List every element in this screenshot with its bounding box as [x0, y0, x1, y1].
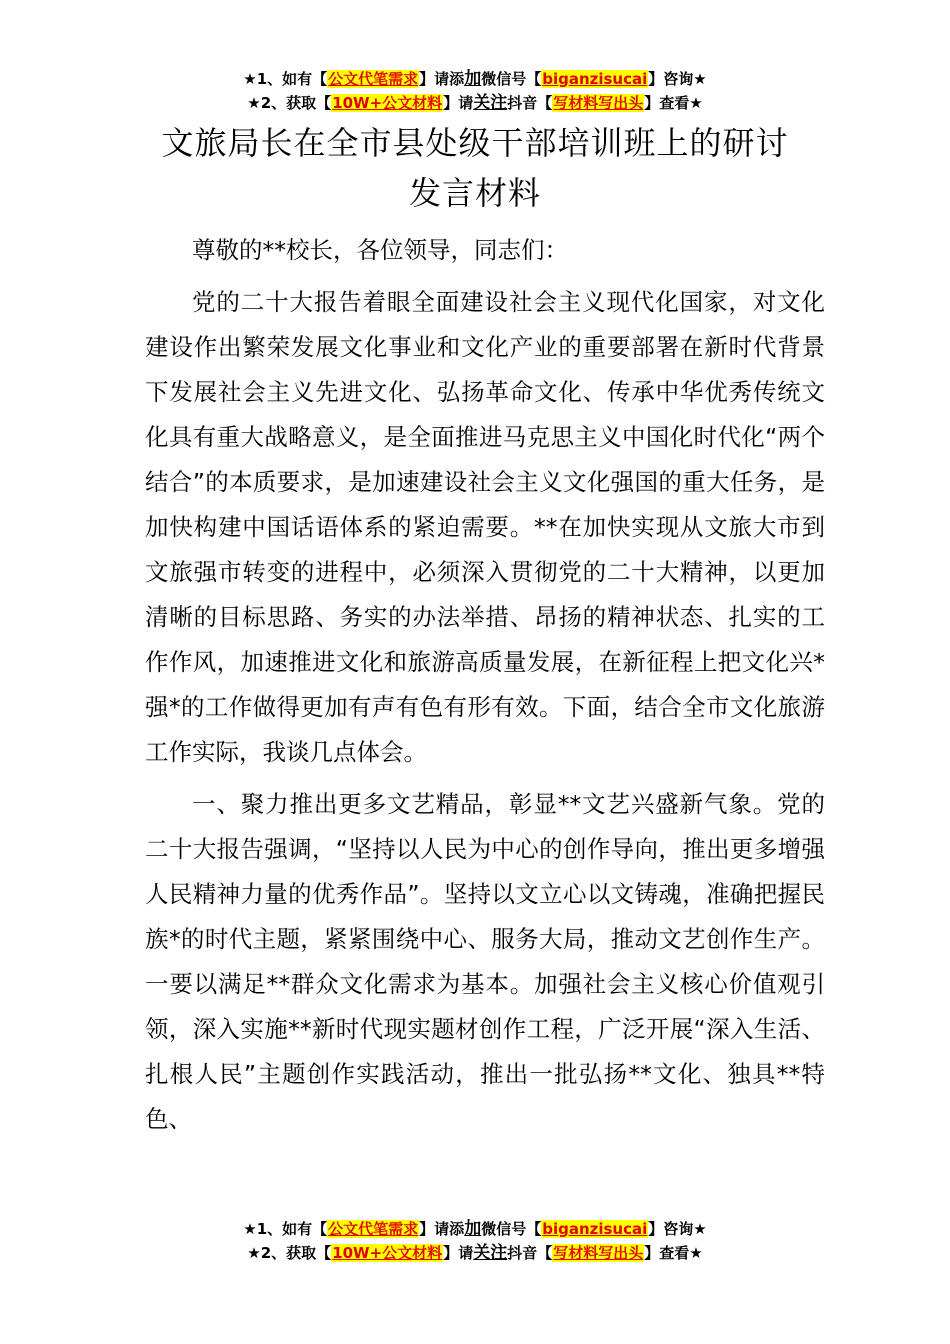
promo-banner-bottom	[0, 1217, 950, 1265]
paragraph-2: 一、聚力推出更多文艺精品，彰显**文艺兴盛新气象。党的二十大报告强调，“坚持以人民为中心的创作导向，推出更多增强人民精神力量的优秀作品”。坚持以文立心以文铸魂，准确把握民族*的时代主题，紧紧围绕中心、服务大局，推动文艺创作生产。一要以满足**群众文化需求为基本。加强社会主义核心价值观引领，深入实施**新时代现实题材创作工程，广泛开展“深入生活、扎根人民”主题创作实践活动，推出一批弘扬**文化、独具**特色、	[145, 790, 825, 1133]
promo-text: 】查看★	[644, 94, 703, 112]
promo-highlight: 公文代笔需求	[328, 70, 419, 88]
promo-banner-top	[0, 67, 950, 115]
promo-text: 微信号【	[481, 1220, 542, 1238]
document-title	[0, 118, 950, 218]
promo-text: 抖音【	[507, 94, 553, 112]
promo-text: ★2、获取【	[247, 1244, 332, 1262]
promo-text: 】请	[443, 94, 474, 112]
promo-line-1	[0, 1217, 950, 1241]
promo-line-2	[0, 1241, 950, 1265]
promo-highlight: 写材料写出头	[553, 94, 644, 112]
promo-highlight: 写材料写出头	[553, 1244, 644, 1262]
promo-text: 】查看★	[644, 1244, 703, 1262]
promo-text: 微信号【	[481, 70, 542, 88]
promo-text: ★1、如有【	[243, 1220, 328, 1238]
promo-highlight: biganzisucai	[542, 70, 648, 88]
promo-highlight: biganzisucai	[542, 1220, 648, 1238]
promo-emphasis: 加	[464, 69, 482, 89]
promo-emphasis: 加	[464, 1219, 482, 1239]
promo-highlight: 公文代笔需求	[328, 1220, 419, 1238]
title-line-2: 发言材料	[408, 174, 541, 212]
promo-text: 】请	[443, 1244, 474, 1262]
title-line-1: 文旅局长在全市县处级干部培训班上的研讨	[161, 124, 789, 162]
promo-highlight: 10W+公文材料	[332, 1244, 443, 1262]
promo-text: 】咨询★	[648, 1220, 707, 1238]
promo-highlight: 10W+公文材料	[332, 94, 443, 112]
paragraph-1: 党的二十大报告着眼全面建设社会主义现代化国家，对文化建设作出繁荣发展文化事业和文化产业的重要部署在新时代背景下发展社会主义先进文化、弘扬革命文化、传承中华优秀传统文化具有重大战略意义，是全面推进马克思主义中国化时代化“两个结合”的本质要求，是加速建设社会主义文化强国的重大任务，是加快构建中国话语体系的紧迫需要。**在加快实现从文旅大市到文旅强市转变的进程中，必须深入贯彻党的二十大精神，以更加清晰的目标思路、务实的办法举措、昂扬的精神状态、扎实的工作作风，加速推进文化和旅游高质量发展，在新征程上把文化兴*强*的工作做得更加有声有色有形有效。下面，结合全市文化旅游工作实际，我谈几点体会。	[145, 288, 825, 766]
promo-text: 】咨询★	[648, 70, 707, 88]
promo-text: ★2、获取【	[247, 94, 332, 112]
promo-emphasis: 关注	[473, 1243, 508, 1263]
promo-text: 】请添	[419, 70, 465, 88]
promo-line-1	[0, 67, 950, 91]
promo-text: 抖音【	[507, 1244, 553, 1262]
promo-text: ★1、如有【	[243, 70, 328, 88]
document-body	[145, 228, 825, 1142]
promo-line-2	[0, 91, 950, 115]
promo-emphasis: 关注	[473, 93, 508, 113]
promo-text: 】请添	[419, 1220, 465, 1238]
salutation: 尊敬的**校长，各位领导，同志们：	[192, 236, 568, 264]
